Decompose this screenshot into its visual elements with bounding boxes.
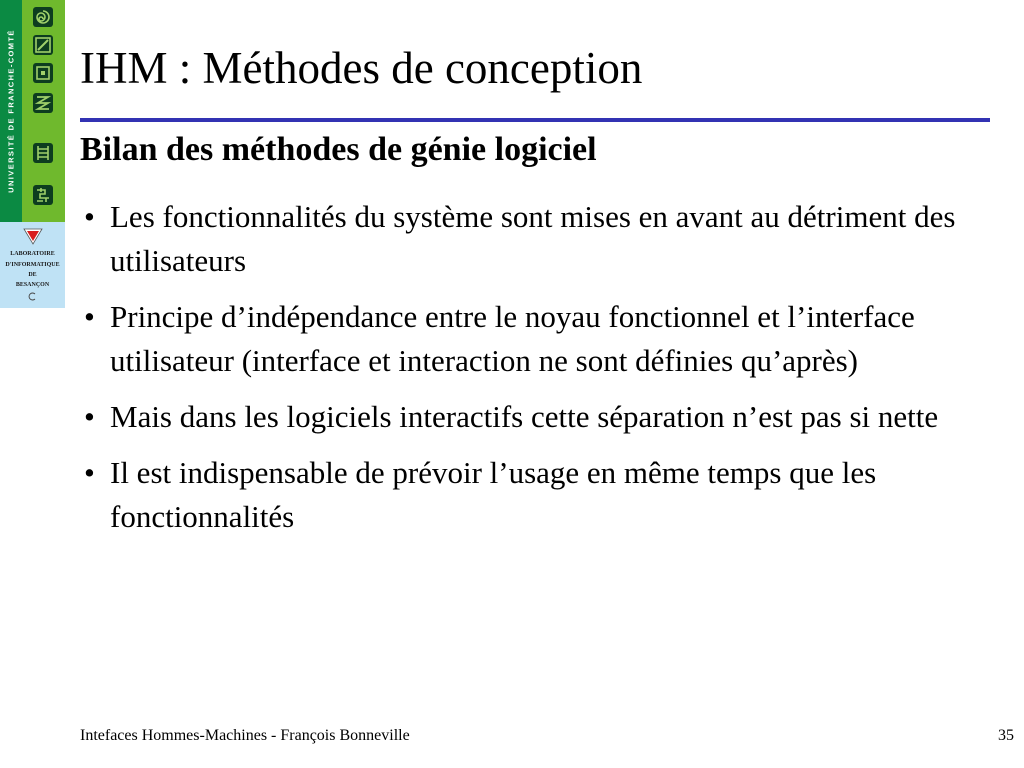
bullet-text: Mais dans les logiciels interactifs cette séparation n’est pas si nette bbox=[110, 399, 939, 434]
knot-glyph-icon bbox=[32, 184, 54, 206]
lab-name-line-1: LABORATOIRE bbox=[10, 251, 55, 257]
lab-name-line-4: BESANÇON bbox=[15, 282, 50, 288]
lab-swirl-icon bbox=[28, 292, 37, 301]
university-name: UNIVERSITÉ DE FRANCHE-COMTÉ bbox=[6, 29, 16, 193]
bullet-item bbox=[84, 395, 999, 439]
lab-name-line-3: DE bbox=[28, 272, 37, 278]
bullet-item bbox=[84, 295, 999, 383]
university-name-strip bbox=[0, 0, 22, 222]
page-number: 35 bbox=[998, 727, 1014, 744]
bullet-list bbox=[84, 195, 999, 551]
bullet-item bbox=[84, 451, 999, 539]
title-divider bbox=[80, 118, 990, 122]
bullet-item bbox=[84, 195, 999, 283]
university-icon-strip bbox=[22, 0, 65, 222]
footer-text: Intefaces Hommes-Machines - François Bonneville bbox=[80, 727, 410, 744]
lab-triangle-icon bbox=[22, 226, 44, 246]
ladder-glyph-icon bbox=[32, 142, 54, 164]
bullet-marker: • bbox=[84, 455, 95, 490]
bullet-text: Il est indispensable de prévoir l’usage en même temps que les fonctionnalités bbox=[110, 455, 877, 534]
bullet-marker: • bbox=[84, 199, 95, 234]
slide-title: IHM : Méthodes de conception bbox=[80, 43, 643, 93]
zigzag-glyph-icon bbox=[32, 92, 54, 114]
bullet-text: Principe d’indépendance entre le noyau fonctionnel et l’interface utilisateur (interface et interaction ne sont définies qu’après) bbox=[110, 299, 915, 378]
slash-box-glyph-icon bbox=[32, 34, 54, 56]
spiral-glyph-icon bbox=[32, 6, 54, 28]
lab-logo bbox=[0, 222, 65, 308]
bullet-text: Les fonctionnalités du système sont mises en avant au détriment des utilisateurs bbox=[110, 199, 956, 278]
slide-subtitle: Bilan des méthodes de génie logiciel bbox=[80, 131, 597, 168]
bullet-marker: • bbox=[84, 399, 95, 434]
university-banner bbox=[0, 0, 65, 222]
lab-name-line-2: D'INFORMATIQUE bbox=[5, 262, 60, 268]
bullet-marker: • bbox=[84, 299, 95, 334]
dot-box-glyph-icon bbox=[32, 62, 54, 84]
